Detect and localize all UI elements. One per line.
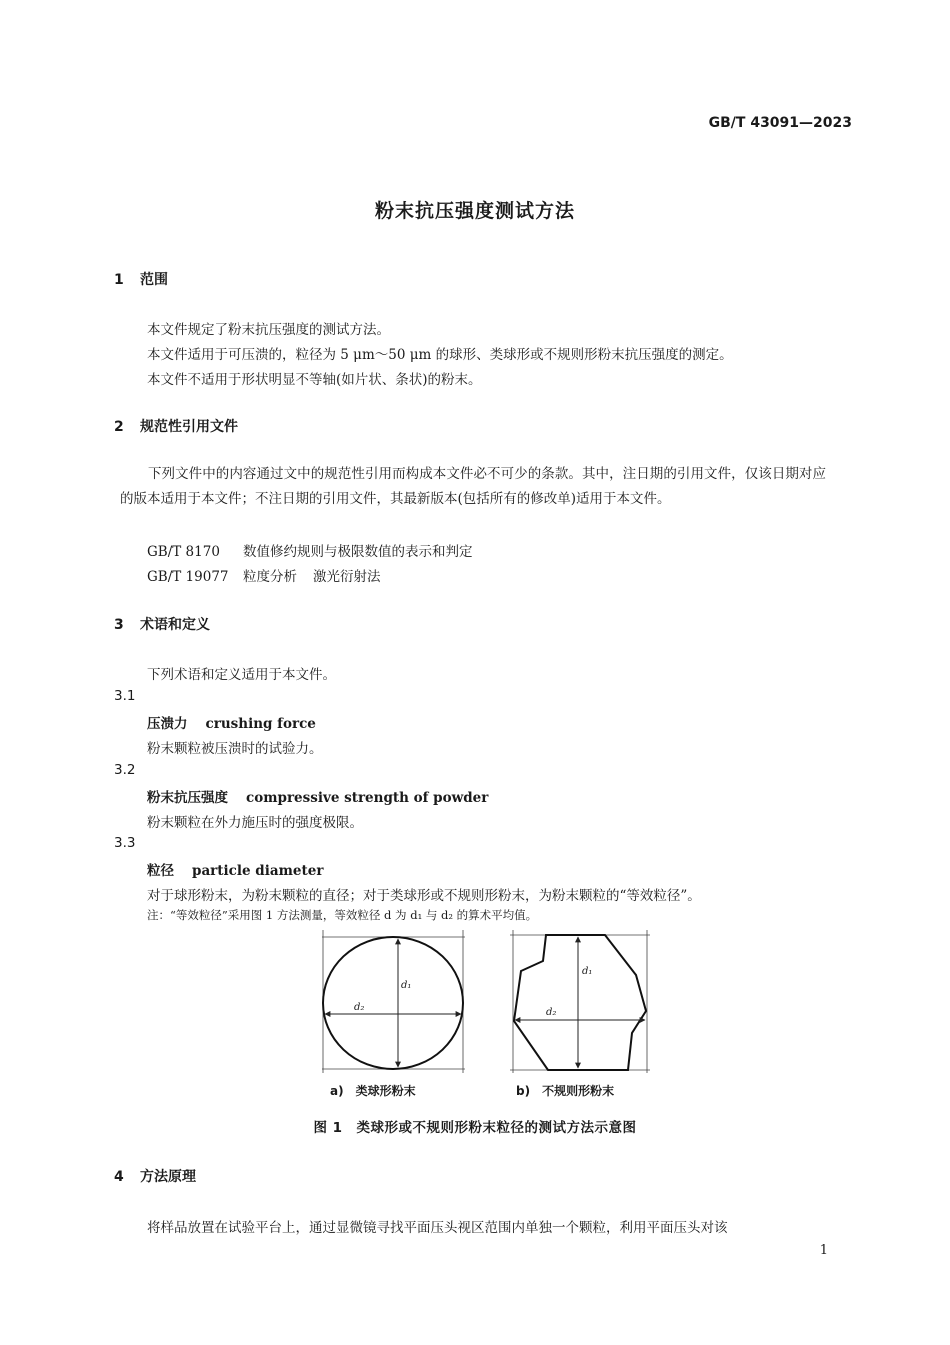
reference-code: GB/T 8170 xyxy=(147,544,220,560)
reference-item xyxy=(147,540,473,560)
d1-label: d₁ xyxy=(401,980,412,991)
term-chinese: 粉末抗压强度 xyxy=(147,790,228,806)
figure-title: 图 1 类球形或不规则形粉末粒径的测试方法示意图 xyxy=(313,1120,637,1136)
term-heading xyxy=(147,712,316,732)
scope-paragraph-3: 本文件不适用于形状明显不等轴(如片状、条状)的粉末。 xyxy=(147,372,482,388)
section-3-heading xyxy=(114,614,210,634)
scope-paragraph-1: 本文件规定了粉末抗压强度的测试方法。 xyxy=(147,322,390,338)
section-4-heading xyxy=(114,1166,196,1186)
term-number: 3.2 xyxy=(114,762,136,778)
document-title: 粉末抗压强度测试方法 xyxy=(374,200,575,222)
term-english: crushing force xyxy=(205,716,316,732)
section-2-heading xyxy=(114,416,238,436)
standard-code: GB/T 43091—2023 xyxy=(708,115,852,131)
reference-code: GB/T 19077 xyxy=(147,569,229,585)
section-title: 术语和定义 xyxy=(140,617,210,633)
scope-paragraph-2: 本文件适用于可压溃的，粒径为 5 μm～50 μm 的球形、类球形或不规则形粉末抗压强度的测定。 xyxy=(147,347,733,363)
term-chinese: 压溃力 xyxy=(147,716,188,732)
d2-label: d₂ xyxy=(354,1002,365,1013)
term-definition: 粉末颗粒在外力施压时的强度极限。 xyxy=(147,815,363,831)
figure-1-diagram xyxy=(310,925,660,1075)
ellipse-outline xyxy=(323,937,463,1069)
term-heading xyxy=(147,859,323,879)
principle-paragraph: 将样品放置在试验平台上，通过显微镜寻找平面压头视区范围内单独一个颗粒，利用平面压头对该 xyxy=(147,1220,728,1236)
note: 注：“等效粒径”采用图 1 方法测量，等效粒径 d 为 d₁ 与 d₂ 的算术平均值。 xyxy=(147,908,538,922)
figure-caption-a: a) 类球形粉末 xyxy=(330,1084,416,1098)
section-title: 范围 xyxy=(140,272,168,288)
section-1-heading xyxy=(114,269,168,289)
figure-caption-b: b) 不规则形粉末 xyxy=(516,1084,615,1098)
term-definition: 对于球形粉末，为粉末颗粒的直径；对于类球形或不规则形粉末，为粉末颗粒的“等效粒径”。 xyxy=(147,888,701,904)
section-number: 2 xyxy=(114,419,124,435)
term-number: 3.3 xyxy=(114,835,136,851)
page-number: 1 xyxy=(819,1243,828,1258)
term-english: particle diameter xyxy=(192,863,324,879)
terms-intro: 下列术语和定义适用于本文件。 xyxy=(147,667,336,683)
reference-item xyxy=(147,565,381,585)
irregular-particle xyxy=(510,930,650,1073)
section-number: 4 xyxy=(114,1169,124,1185)
term-definition: 粉末颗粒被压溃时的试验力。 xyxy=(147,741,323,757)
section-number: 1 xyxy=(114,272,124,288)
d2-label: d₂ xyxy=(546,1007,557,1018)
normative-references-paragraph: 下列文件中的内容通过文中的规范性引用而构成本文件必不可少的条款。其中，注日期的引用文件，仅该日期对应的版本适用于本文件；不注日期的引用文件，其最新版本(包括所有的修改单)适用于本文件。 xyxy=(120,466,826,507)
reference-title: 粒度分析 xyxy=(243,569,297,585)
term-english: compressive strength of powder xyxy=(246,790,489,806)
term-heading xyxy=(147,786,488,806)
irregular-outline xyxy=(514,935,646,1070)
section-title: 规范性引用文件 xyxy=(140,419,238,435)
reference-title: 数值修约规则与极限数值的表示和判定 xyxy=(243,544,473,560)
term-number: 3.1 xyxy=(114,688,136,704)
section-number: 3 xyxy=(114,617,124,633)
reference-subtitle: 激光衍射法 xyxy=(313,569,381,585)
section-title: 方法原理 xyxy=(140,1169,196,1185)
d1-label: d₁ xyxy=(582,966,593,977)
term-chinese: 粒径 xyxy=(147,863,174,879)
spherical-particle xyxy=(322,930,465,1073)
